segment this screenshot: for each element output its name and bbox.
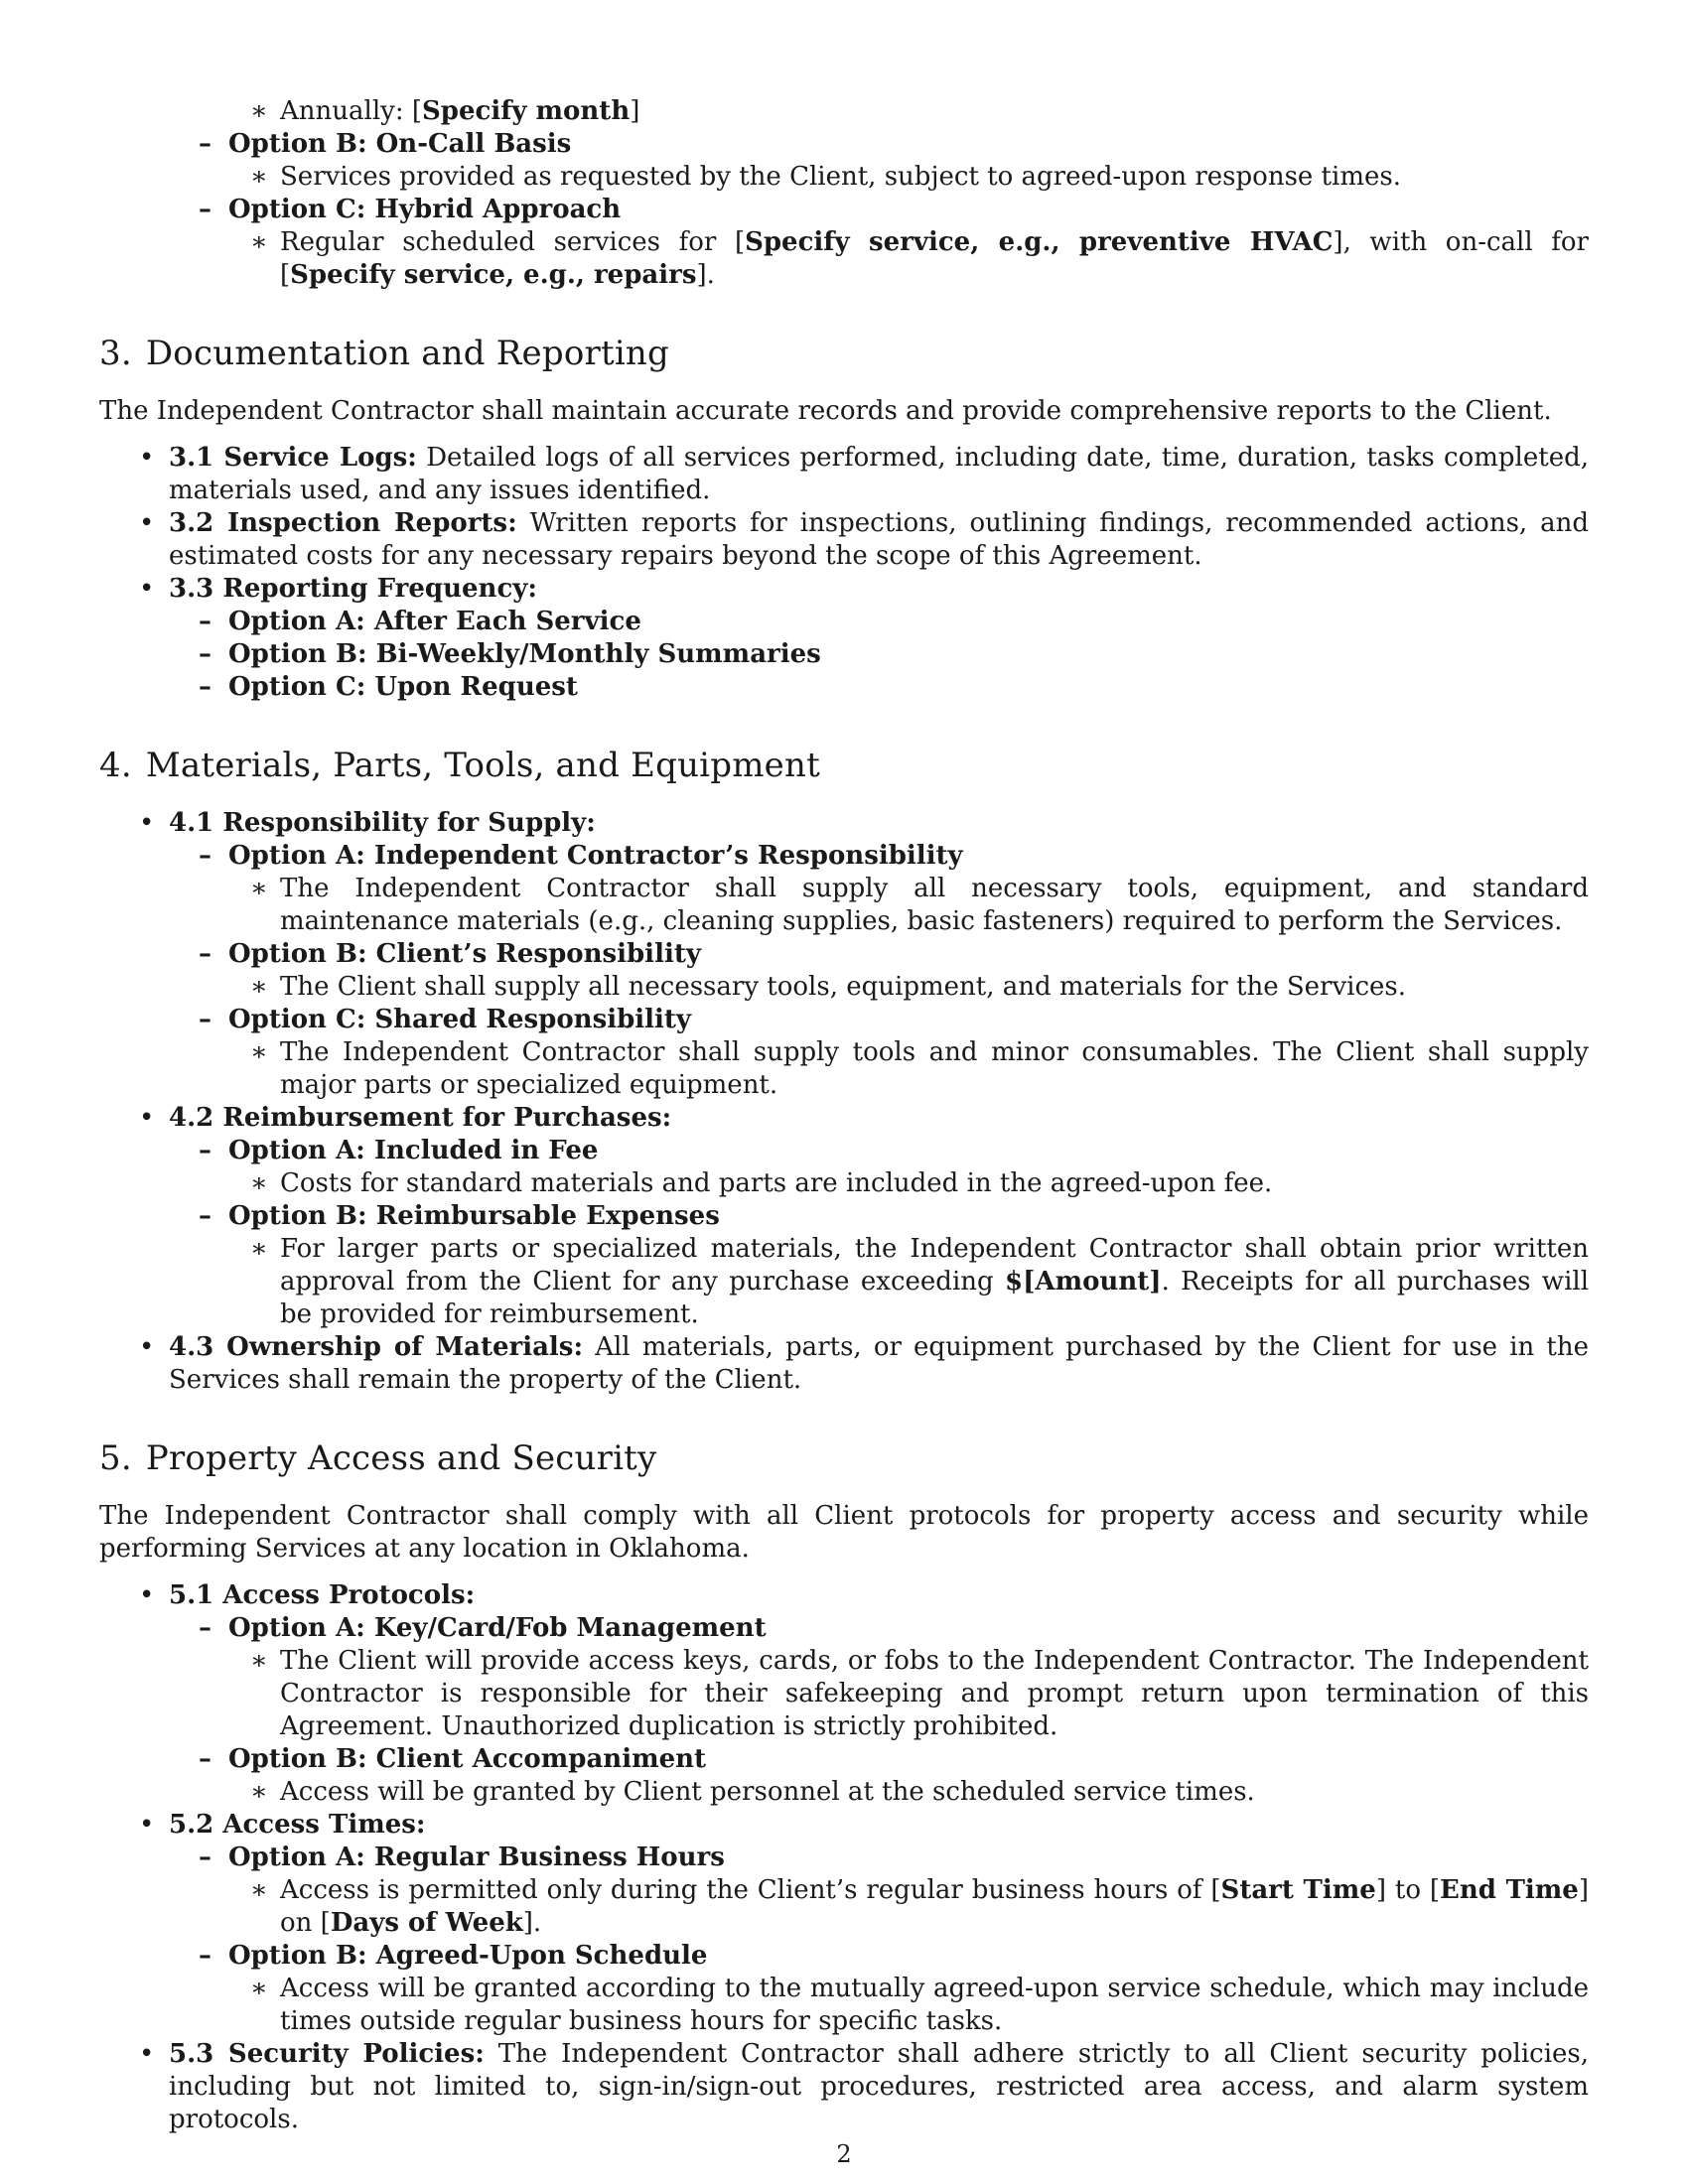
text: ]. bbox=[522, 1908, 542, 1938]
option-a-after-each-service: – Option A: After Each Service bbox=[99, 606, 1589, 638]
section-number: 5. bbox=[99, 1438, 132, 1478]
text: ], with on-call for [ bbox=[280, 227, 1589, 290]
option-c-shared-text: ∗ The Independent Contractor shall supply tools and minor consumables. The Client shall supply major parts or specialized equipment. bbox=[99, 1036, 1589, 1102]
option-c-upon-request: – Option C: Upon Request bbox=[99, 671, 1589, 704]
section-3-intro: The Independent Contractor shall maintain accurate records and provide comprehensive reports to the Client. bbox=[99, 396, 1552, 426]
list-item-5-3 bbox=[99, 2038, 1589, 2136]
text: For larger parts or specialized materials, the Independent Contractor shall obtain prior written approval from the Client for any purchase exceeding bbox=[280, 1234, 1589, 1297]
item-label: 5.1 Access Protocols: bbox=[169, 1580, 476, 1610]
item-text: Detailed logs of all services performed, including date, time, duration, tasks completed, materials used, and any issues identified. bbox=[169, 443, 1589, 505]
item-label: 4.2 Reimbursement for Purchases: bbox=[169, 1103, 672, 1133]
text: . Receipts for all purchases will be provided for reimbursement. bbox=[280, 1267, 1590, 1329]
option-c-hybrid-text bbox=[99, 226, 1589, 292]
item-text: The Independent Contractor shall adhere strictly to all Client security policies, including but not limited to, sign-in/sign-out procedures, restricted area access, and alarm system protocols. bbox=[169, 2039, 1590, 2134]
list-item-5-2 bbox=[99, 1809, 1589, 1842]
end-time-placeholder: End Time bbox=[1440, 1875, 1579, 1905]
section-4-heading bbox=[99, 746, 1589, 785]
section-title: Property Access and Security bbox=[145, 1438, 657, 1478]
item-label: 4.1 Responsibility for Supply: bbox=[169, 808, 596, 838]
option-a-included-title: – Option A: Included in Fee bbox=[99, 1135, 1589, 1167]
text: ] on [ bbox=[280, 1875, 1590, 1938]
placeholder-bold: Specify service, e.g., preventive HVAC bbox=[745, 227, 1334, 257]
option-a-contractor-title: – Option A: Independent Contractor’s Responsibility bbox=[99, 840, 1589, 873]
option-c-shared-title: – Option C: Shared Responsibility bbox=[99, 1004, 1589, 1036]
amount-placeholder: $[Amount] bbox=[1005, 1267, 1162, 1297]
option-b-client-text: ∗ The Client shall supply all necessary tools, equipment, and materials for the Services. bbox=[99, 971, 1589, 1004]
item-label: 5.2 Access Times: bbox=[169, 1810, 426, 1840]
section-number: 4. bbox=[99, 746, 132, 785]
section-2-continuation bbox=[99, 95, 1589, 292]
text: Access is permitted only during the Client’s regular business hours of [ bbox=[280, 1875, 1221, 1905]
text: ]. bbox=[696, 260, 715, 290]
section-5-list bbox=[99, 1579, 1589, 2136]
item-label: 4.3 Ownership of Materials: bbox=[169, 1332, 584, 1362]
option-a-included-text: ∗ Costs for standard materials and parts are included in the agreed-upon fee. bbox=[99, 1167, 1589, 1200]
text: Regular scheduled services for [ bbox=[280, 227, 746, 257]
option-a-business-hours-title: – Option A: Regular Business Hours bbox=[99, 1842, 1589, 1874]
text: ] bbox=[630, 96, 640, 126]
option-a-business-hours-text bbox=[99, 1874, 1589, 1940]
item-label: 3.2 Inspection Reports: bbox=[169, 508, 517, 538]
item-label: 3.1 Service Logs: bbox=[169, 443, 417, 473]
list-item-5-1 bbox=[99, 1579, 1589, 1612]
section-3-heading bbox=[99, 334, 1589, 373]
section-3-list bbox=[99, 442, 1589, 704]
item-text: All materials, parts, or equipment purchased by the Client for use in the Services shall remain the property of the Client. bbox=[169, 1332, 1589, 1395]
option-b-reimbursable-text bbox=[99, 1233, 1589, 1331]
section-number: 3. bbox=[99, 334, 132, 373]
section-4-list bbox=[99, 807, 1589, 1397]
list-item-3-1 bbox=[99, 442, 1589, 507]
option-a-key-card-title: – Option A: Key/Card/Fob Management bbox=[99, 1612, 1589, 1645]
option-b-schedule-title: – Option B: Agreed-Upon Schedule bbox=[99, 1940, 1589, 1973]
list-item-3-3 bbox=[99, 573, 1589, 606]
list-item-4-2 bbox=[99, 1102, 1589, 1135]
option-b-client-title: – Option B: Client’s Responsibility bbox=[99, 938, 1589, 971]
option-b-on-call-title: – Option B: On-Call Basis bbox=[99, 128, 1589, 161]
days-placeholder: Days of Week bbox=[330, 1908, 523, 1938]
option-a-contractor-text: ∗ The Independent Contractor shall supply all necessary tools, equipment, and standard maintenance materials (e.g., cleaning supplies, basic fasteners) required to perform the Services. bbox=[99, 873, 1589, 938]
option-a-key-card-text: ∗ The Client will provide access keys, cards, or fobs to the Independent Contractor. The Independent Contractor is responsible for their safekeeping and prompt return upon termination of this Agreement. Unauthorized duplication is strictly prohibited. bbox=[99, 1645, 1589, 1743]
page-number: 2 bbox=[836, 2140, 852, 2168]
item-text: Written reports for inspections, outlining findings, recommended actions, and estimated costs for any necessary repairs beyond the scope of this Agreement. bbox=[169, 508, 1589, 571]
item-label: 3.3 Reporting Frequency: bbox=[169, 574, 537, 604]
option-b-accompaniment-text: ∗ Access will be granted by Client personnel at the scheduled service times. bbox=[99, 1776, 1589, 1809]
list-item-3-2 bbox=[99, 507, 1589, 573]
placeholder-bold: Specify service, e.g., repairs bbox=[290, 260, 697, 290]
placeholder-bold: Specify month bbox=[422, 96, 631, 126]
text: Annually: [ bbox=[280, 96, 422, 126]
section-title: Documentation and Reporting bbox=[145, 334, 669, 373]
annually-item bbox=[99, 95, 1589, 128]
item-label: 5.3 Security Policies: bbox=[169, 2039, 485, 2069]
section-5-heading bbox=[99, 1438, 1589, 1478]
option-b-schedule-text: ∗ Access will be granted according to the mutually agreed-upon service schedule, which may include times outside regular business hours for specific tasks. bbox=[99, 1973, 1589, 2038]
option-b-summaries: – Option B: Bi-Weekly/Monthly Summaries bbox=[99, 638, 1589, 671]
list-item-4-1 bbox=[99, 807, 1589, 840]
list-item-4-3 bbox=[99, 1331, 1589, 1397]
option-b-reimbursable-title: – Option B: Reimbursable Expenses bbox=[99, 1200, 1589, 1233]
text: ] to [ bbox=[1375, 1875, 1440, 1905]
start-time-placeholder: Start Time bbox=[1220, 1875, 1376, 1905]
option-b-accompaniment-title: – Option B: Client Accompaniment bbox=[99, 1743, 1589, 1776]
document-page bbox=[99, 95, 1589, 2136]
section-5-intro: The Independent Contractor shall comply with all Client protocols for property access and security while performing Services at any location in Oklahoma. bbox=[99, 1501, 1589, 1564]
section-title: Materials, Parts, Tools, and Equipment bbox=[145, 746, 820, 785]
option-b-on-call-text: ∗ Services provided as requested by the Client, subject to agreed-upon response times. bbox=[99, 161, 1589, 194]
option-c-hybrid-title: – Option C: Hybrid Approach bbox=[99, 194, 1589, 226]
